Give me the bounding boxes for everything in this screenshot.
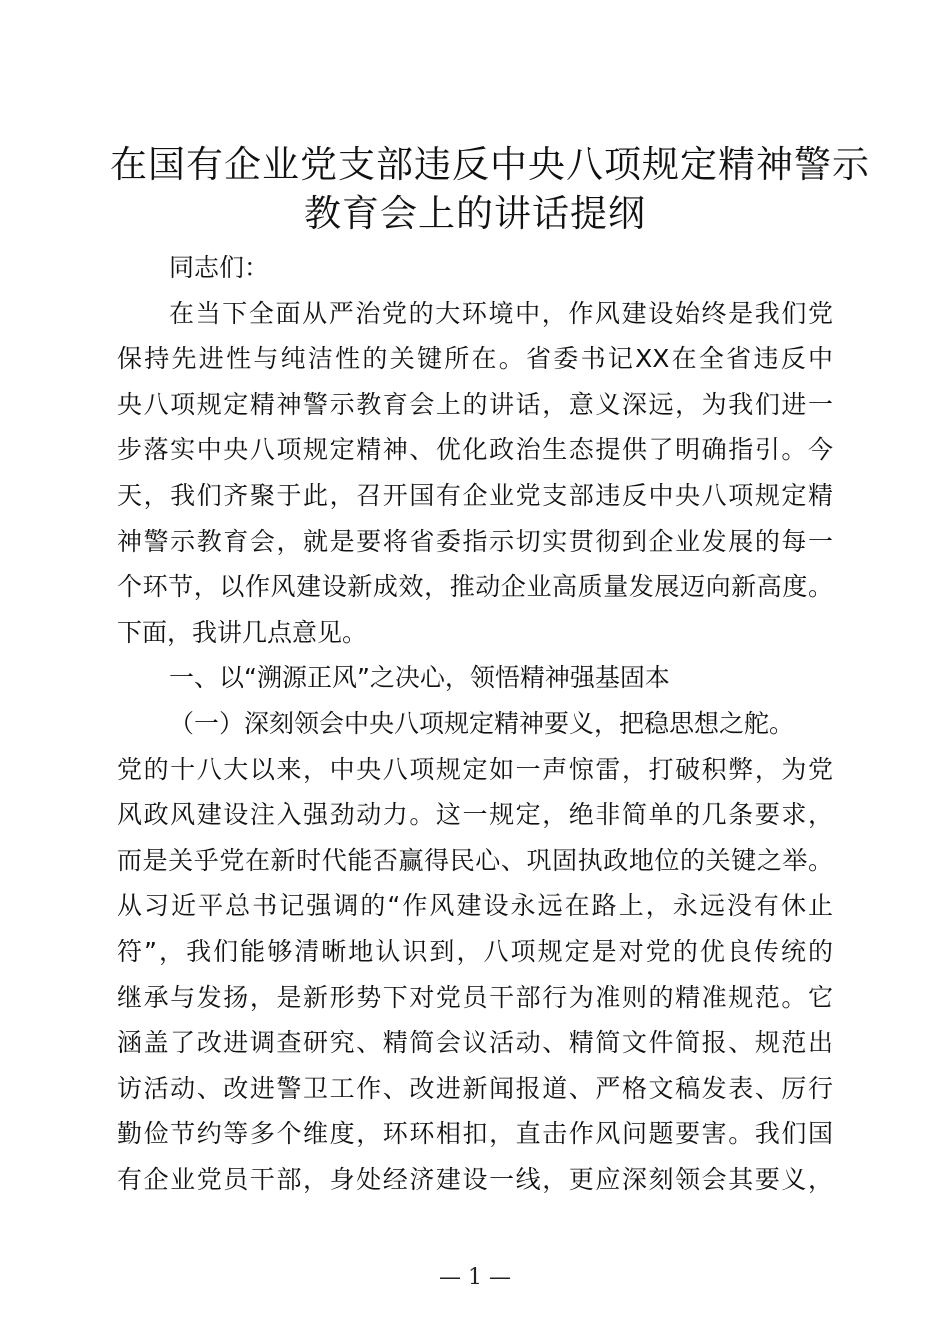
paragraph-line: 保持先进性与纯洁性的关键所在。省委书记XX在全省违反中 — [117, 344, 833, 374]
document-title-line-2: 教育会上的讲话提纲 — [304, 192, 646, 235]
salutation: 同志们： — [169, 253, 270, 282]
paragraph-line: 步落实中央八项规定精神、优化政治生态提供了明确指引。今 — [117, 435, 833, 465]
paragraph-line: 党的十八大以来，中央八项规定如一声惊雷，打破积弊，为党 — [117, 754, 833, 784]
paragraph-line: 个环节，以作风建设新成效，推动企业高质量发展迈向新高度。 — [117, 572, 833, 602]
paragraph-line: 访活动、改进警卫工作、改进新闻报道、严格文稿发表、厉行 — [117, 1073, 833, 1103]
document-body — [117, 245, 833, 1202]
paragraph-line: 涵盖了改进调查研究、精简会议活动、精简文件简报、规范出 — [117, 1028, 833, 1058]
paragraph-line: 央八项规定精神警示教育会上的讲话，意义深远，为我们进一 — [117, 389, 833, 419]
paragraph-line: 勤俭节约等多个维度，环环相扣，直击作风问题要害。我们国 — [117, 1119, 833, 1149]
paragraph-line: 风政风建设注入强劲动力。这一规定，绝非简单的几条要求， — [117, 800, 833, 830]
paragraph-line: 继承与发扬，是新形势下对党员干部行为准则的精准规范。它 — [117, 982, 833, 1012]
paragraph-line: 在当下全面从严治党的大环境中，作风建设始终是我们党 — [169, 298, 833, 328]
paragraph-line: 符”，我们能够清晰地认识到，八项规定是对党的优良传统的 — [117, 936, 833, 966]
section-heading: 一、以“溯源正风”之决心，领悟精神强基固本 — [169, 663, 670, 693]
paragraph-line: 而是关乎党在新时代能否赢得民心、巩固执政地位的关键之举。 — [117, 845, 833, 875]
paragraph-line: 从习近平总书记强调的“作风建设永远在路上，永远没有休止 — [117, 891, 833, 921]
document-title-line-1: 在国有企业党支部违反中央八项规定精神警示 — [110, 143, 870, 186]
paragraph-line: 下面，我讲几点意见。 — [117, 617, 368, 647]
page-number: — 1 — — [439, 1265, 511, 1290]
paragraph-line: 有企业党员干部，身处经济建设一线，更应深刻领会其要义， — [117, 1164, 833, 1194]
subsection-heading: （一）深刻领会中央八项规定精神要义，把稳思想之舵。 — [169, 708, 795, 738]
paragraph-line: 天，我们齐聚于此，召开国有企业党支部违反中央八项规定精 — [117, 480, 833, 510]
paragraph-line: 神警示教育会，就是要将省委指示切实贯彻到企业发展的每一 — [117, 526, 833, 556]
